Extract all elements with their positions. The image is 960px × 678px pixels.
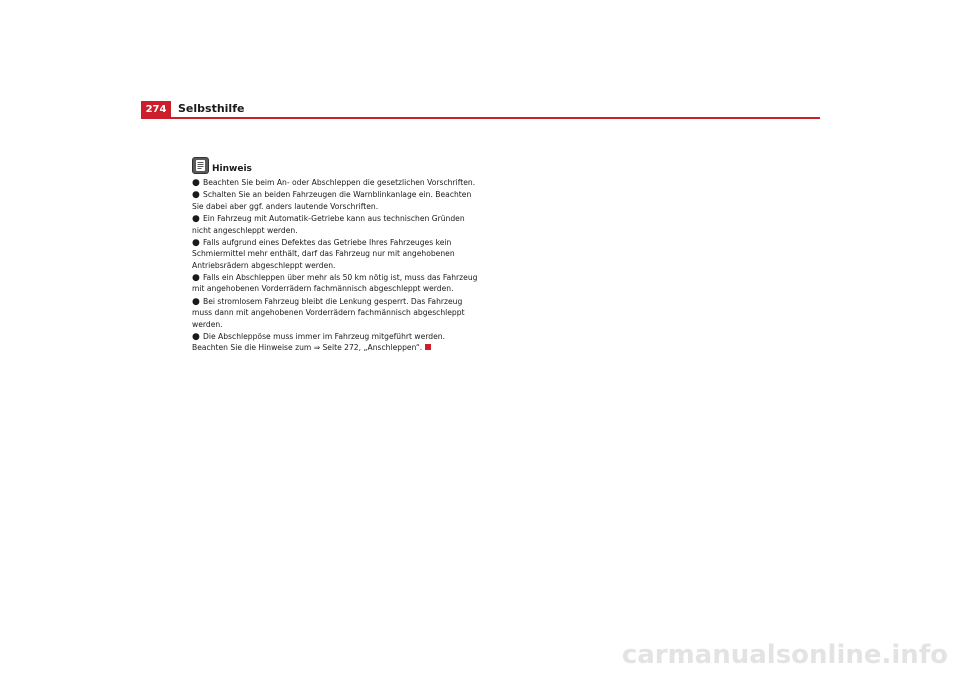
list-item-text: Ein Fahrzeug mit Automatik-Getriebe kann aus technischen Gründen nicht angeschleppt werden. bbox=[192, 214, 465, 235]
list-item-text: Bei stromlosem Fahrzeug bleibt die Lenkung gesperrt. Das Fahrzeug muss dann mit angehobenen Vorderrädern fachmännisch abgeschleppt werden. bbox=[192, 296, 465, 329]
list-item bbox=[192, 331, 482, 354]
note-title: Hinweis bbox=[212, 164, 252, 174]
bullet-icon: ● bbox=[192, 273, 200, 284]
bullet-icon: ● bbox=[192, 178, 200, 188]
list-item bbox=[192, 213, 482, 236]
page-number: 274 bbox=[141, 101, 171, 119]
header-rule bbox=[141, 117, 820, 119]
list-item-text: Schalten Sie an beiden Fahrzeugen die Warnblinkanlage ein. Beachten Sie dabei aber ggf. anders lautende Vorschriften. bbox=[192, 190, 472, 211]
list-item bbox=[192, 237, 482, 271]
bullet-icon: ● bbox=[192, 331, 200, 342]
list-item bbox=[192, 296, 482, 330]
section-title: Selbsthilfe bbox=[178, 102, 245, 115]
note-icon bbox=[192, 157, 209, 174]
bullet-icon: ● bbox=[192, 190, 200, 201]
list-item-text: Falls ein Abschleppen über mehr als 50 km nötig ist, muss das Fahrzeug mit angehobenen Vorderrädern fachmännisch abgeschleppt werden. bbox=[192, 273, 478, 294]
list-item bbox=[192, 189, 482, 212]
bullet-icon: ● bbox=[192, 214, 200, 225]
watermark: carmanualsonline.info bbox=[621, 640, 948, 670]
list-item bbox=[192, 272, 482, 295]
cross-reference-link[interactable]: Die Abschleppöse muss immer im Fahrzeug mitgeführt werden. Beachten Sie die Hinweise zum ⇒ Seite 272, „Anschleppen“. bbox=[192, 331, 446, 353]
end-mark-icon bbox=[425, 344, 431, 350]
note-list bbox=[192, 177, 482, 355]
bullet-icon: ● bbox=[192, 296, 200, 307]
list-item bbox=[192, 177, 482, 188]
list-item-text: Beachten Sie beim An- oder Abschleppen die gesetzlichen Vorschriften. bbox=[203, 178, 476, 187]
list-item-text: Falls aufgrund eines Defektes das Getriebe Ihres Fahrzeuges kein Schmiermittel mehr enthält, darf das Fahrzeug nur mit angehobenen Antriebsrädern abgeschleppt werden. bbox=[192, 238, 455, 270]
bullet-icon: ● bbox=[192, 238, 200, 249]
